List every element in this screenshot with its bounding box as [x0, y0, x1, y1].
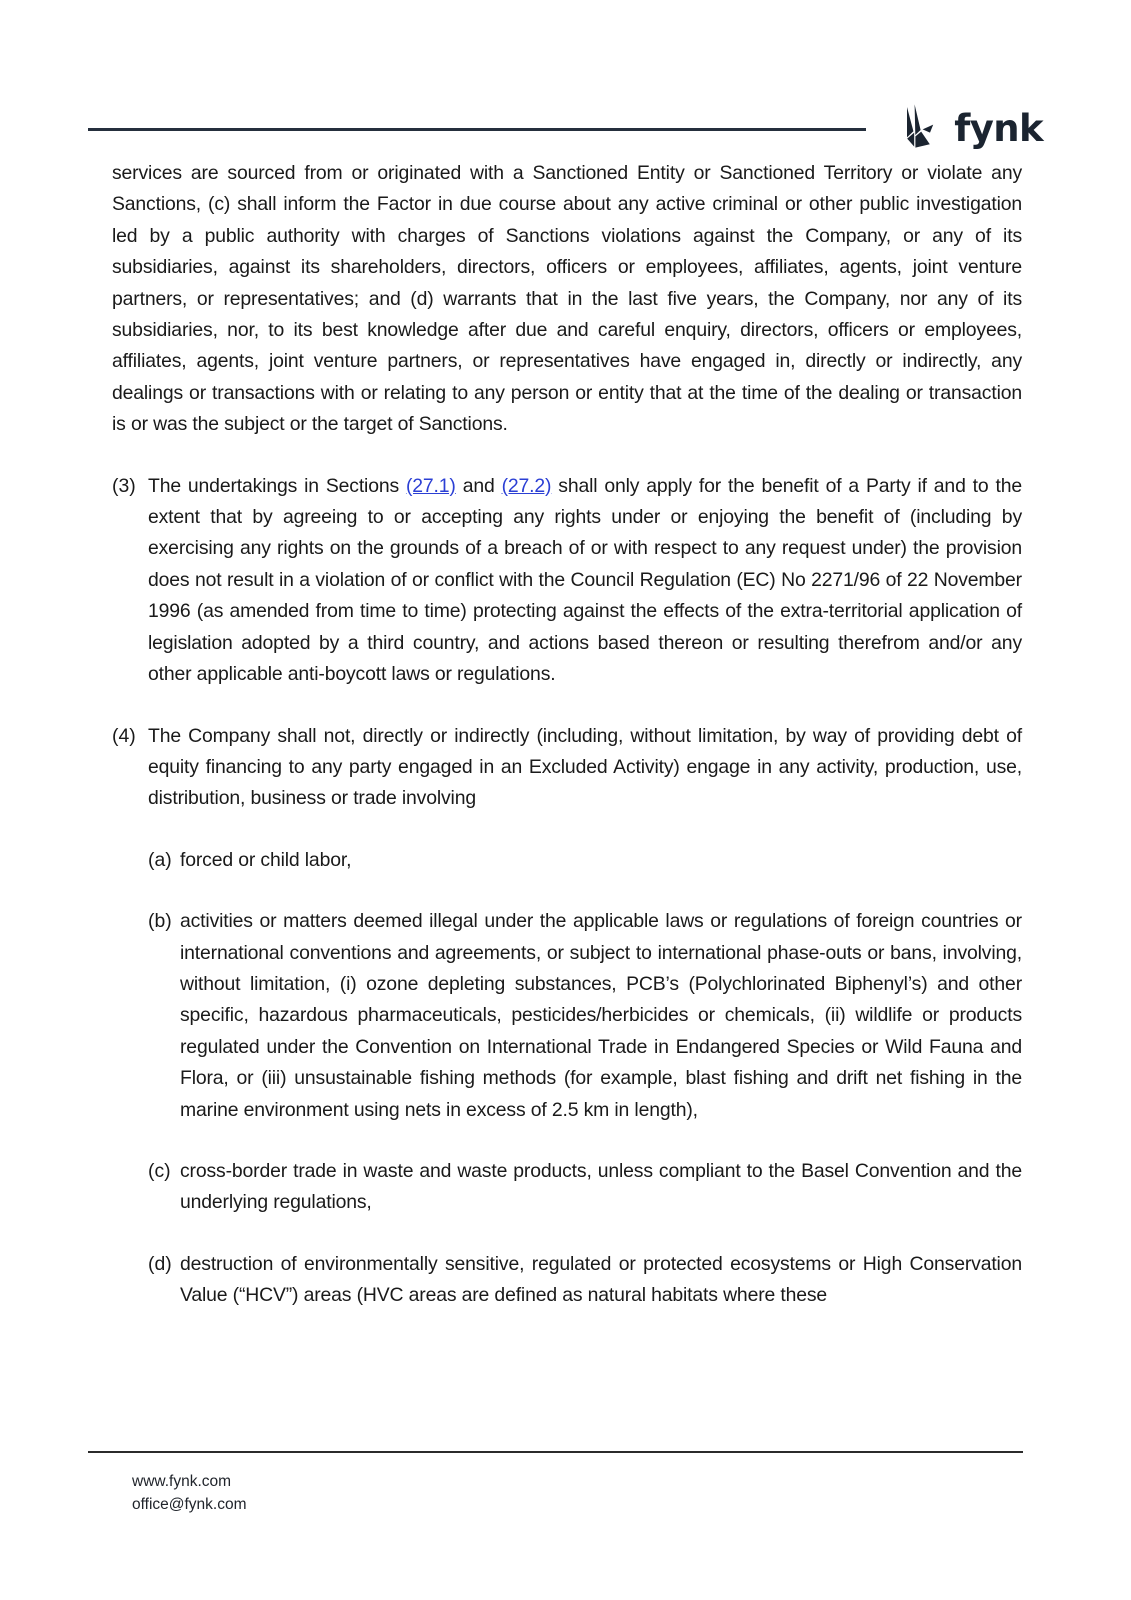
footer-email[interactable]: office@fynk.com: [132, 1496, 247, 1513]
paragraph-3-body: [148, 471, 1022, 691]
page-footer: [88, 1451, 1023, 1516]
document-body: [112, 158, 1022, 1312]
sub-item-c: [148, 1156, 1022, 1219]
header-divider-rule: [88, 128, 866, 131]
footer-website[interactable]: www.fynk.com: [132, 1473, 232, 1490]
continued-paragraph: services are sourced from or originated with a Sanctioned Entity or Sanctioned Territory or violate any Sanctions, (c) shall inform the Factor in due course about any active criminal or other public investigation led by a public authority with charges of Sanctions violations against the Company, or any of its subsidiaries, against its shareholders, directors, officers or employees, affiliates, agents, joint venture partners, or representatives; and (d) warrants that in the last five years, the Company, nor any of its subsidiaries, nor, to its best knowledge after due and careful enquiry, directors, officers or employees, affiliates, agents, joint venture partners, or representatives have engaged in, directly or indirectly, any dealings or transactions with or relating to any person or entity that at the time of the dealing or transaction is or was the subject or the target of Sanctions.: [112, 162, 1022, 436]
sub-item-a-text: forced or child labor,: [180, 848, 352, 871]
sub-item-a-body: [180, 845, 1022, 876]
paragraph-4: [112, 721, 1022, 815]
paragraph-4-text: The Company shall not, directly or indirectly (including, without limitation, by way of providing debt of equity financing to any party engaged in an Excluded Activity) engage in any activity, production, use, distribution, business or trade involving: [148, 724, 1022, 810]
sub-item-d-marker: (d): [148, 1252, 172, 1275]
paragraph-3: [112, 471, 1022, 691]
fynk-logo: [890, 101, 1043, 153]
paragraph-3-text-after-links: shall only apply for the benefit of a Party if and to the extent that by agreeing to or accepting any rights under or enjoying the benefit of (including by exercising any rights on the grounds of a breach of or with respect to any request under) the provision does not result in a violation of or conflict with the Council Regulation (EC) No 2271/96 of 22 November 1996 (as amended from time to time) protecting against the effects of the extra-territorial application of legislation adopted by a third country, and actions based thereon or resulting therefrom and/or any other applicable anti-boycott laws or regulations.: [148, 474, 1022, 686]
sub-item-b: [148, 906, 1022, 1126]
fynk-wordmark: fynk: [954, 106, 1043, 150]
sub-item-c-body: [180, 1156, 1022, 1219]
footer-divider-rule: [88, 1451, 1023, 1453]
paragraph-3-text: [148, 471, 1022, 691]
sub-item-c-marker: (c): [148, 1159, 171, 1182]
sub-item-d-body: [180, 1249, 1022, 1312]
paragraph-4-marker: (4): [112, 724, 136, 747]
footer-contact: [132, 1470, 1023, 1516]
sub-item-a-marker: (a): [148, 848, 172, 871]
sub-item-a: [148, 845, 1022, 876]
paragraph-3-marker: (3): [112, 474, 136, 497]
sub-item-d-text: destruction of environmentally sensitive, regulated or protected ecosystems or High Conservation Value (“HCV”) areas (HVC areas are defined as natural habitats where these: [180, 1252, 1022, 1307]
page-header: [88, 96, 1043, 158]
paragraph-3-text-before-links: The undertakings in Sections: [148, 474, 406, 497]
sub-item-c-text: cross-border trade in waste and waste products, unless compliant to the Basel Convention and the underlying regulations,: [180, 1159, 1022, 1214]
sub-item-b-marker: (b): [148, 910, 172, 933]
sub-item-b-text: activities or matters deemed illegal under the applicable laws or regulations of foreign countries or international conventions and agreements, or subject to international phase-outs or bans, involving, without limitation, (i) ozone depleting substances, PCB’s (Polychlorinated Biphenyl’s) and other specific, hazardous pharmaceuticals, pesticides/herbicides or chemicals, (ii) wildlife or products regulated under the Convention on International Trade in Endangered Species or Wild Fauna and Flora, or (iii) unsustainable fishing methods (for example, blast fishing and drift net fishing in the marine environment using nets in excess of 2.5 km in length),: [180, 910, 1022, 1121]
section-link-27-1[interactable]: (27.1): [405, 474, 456, 497]
sub-item-d: [148, 1249, 1022, 1312]
section-link-27-2[interactable]: (27.2): [501, 474, 552, 497]
fynk-origami-bird-logo: [890, 101, 944, 153]
paragraph-4-body: [148, 721, 1022, 815]
paragraph-3-text-between-links: and: [455, 474, 502, 497]
sub-item-b-body: [180, 906, 1022, 1126]
